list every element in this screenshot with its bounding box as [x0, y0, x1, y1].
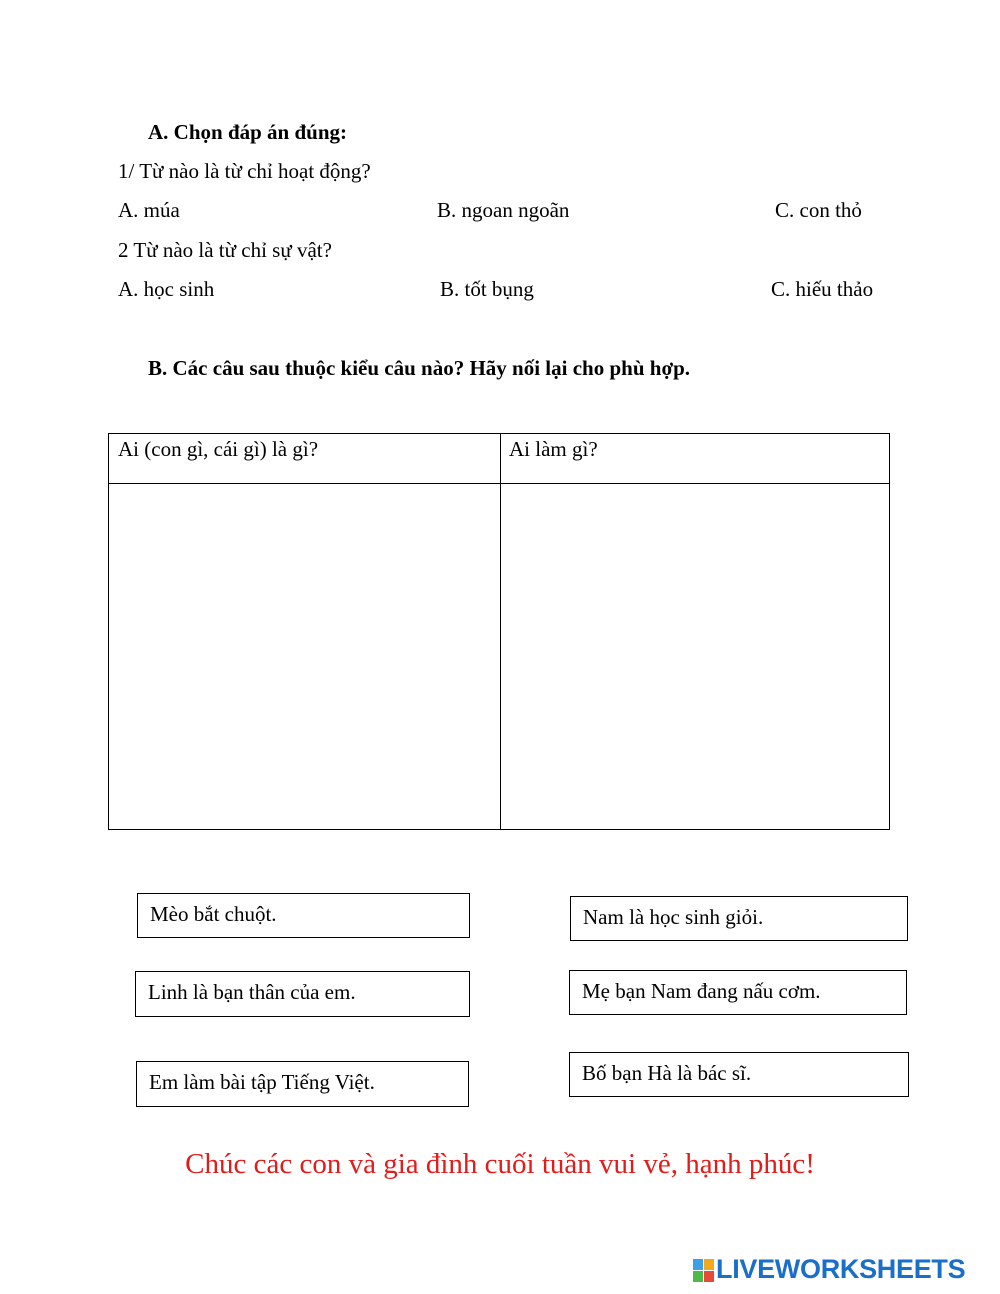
q1-option-a[interactable]: A. múa: [118, 198, 180, 222]
drop-zone-ai-la-gi[interactable]: [109, 484, 500, 829]
matching-table: [108, 433, 890, 830]
q2-option-c[interactable]: C. hiếu thảo: [771, 277, 874, 301]
question-2: 2 Từ nào là từ chỉ sự vật?: [118, 238, 332, 262]
sentence-card[interactable]: Mẹ bạn Nam đang nấu cơm.: [569, 970, 907, 1015]
sentence-card[interactable]: Mèo bắt chuột.: [137, 893, 470, 938]
brand-name: LIVEWORKSHEETS: [716, 1254, 966, 1284]
q1-option-b[interactable]: B. ngoan ngoãn: [437, 198, 570, 222]
drop-zone-ai-lam-gi[interactable]: [501, 484, 889, 829]
section-b-heading: B. Các câu sau thuộc kiểu câu nào? Hãy nối lại cho phù hợp.: [148, 356, 691, 380]
sentence-card[interactable]: Em làm bài tập Tiếng Việt.: [136, 1061, 469, 1107]
q2-option-a[interactable]: A. học sinh: [118, 277, 215, 301]
column-header-ai-lam-gi: Ai làm gì?: [509, 437, 598, 461]
question-1: 1/ Từ nào là từ chỉ hoạt động?: [118, 159, 371, 183]
sentence-card[interactable]: Linh là bạn thân của em.: [135, 971, 470, 1017]
sentence-card[interactable]: Nam là học sinh giỏi.: [570, 896, 908, 941]
sentence-card[interactable]: Bố bạn Hà là bác sĩ.: [569, 1052, 909, 1097]
section-a-heading: A. Chọn đáp án đúng:: [148, 120, 348, 144]
column-header-ai-la-gi: Ai (con gì, cái gì) là gì?: [118, 437, 319, 461]
closing-message: Chúc các con và gia đình cuối tuần vui vẻ, hạnh phúc!: [185, 1148, 815, 1180]
q1-option-c[interactable]: C. con thỏ: [775, 198, 862, 222]
liveworksheets-logo: [693, 1254, 965, 1285]
liveworksheets-logo-icon: [693, 1259, 713, 1281]
q2-option-b[interactable]: B. tốt bụng: [440, 277, 534, 301]
